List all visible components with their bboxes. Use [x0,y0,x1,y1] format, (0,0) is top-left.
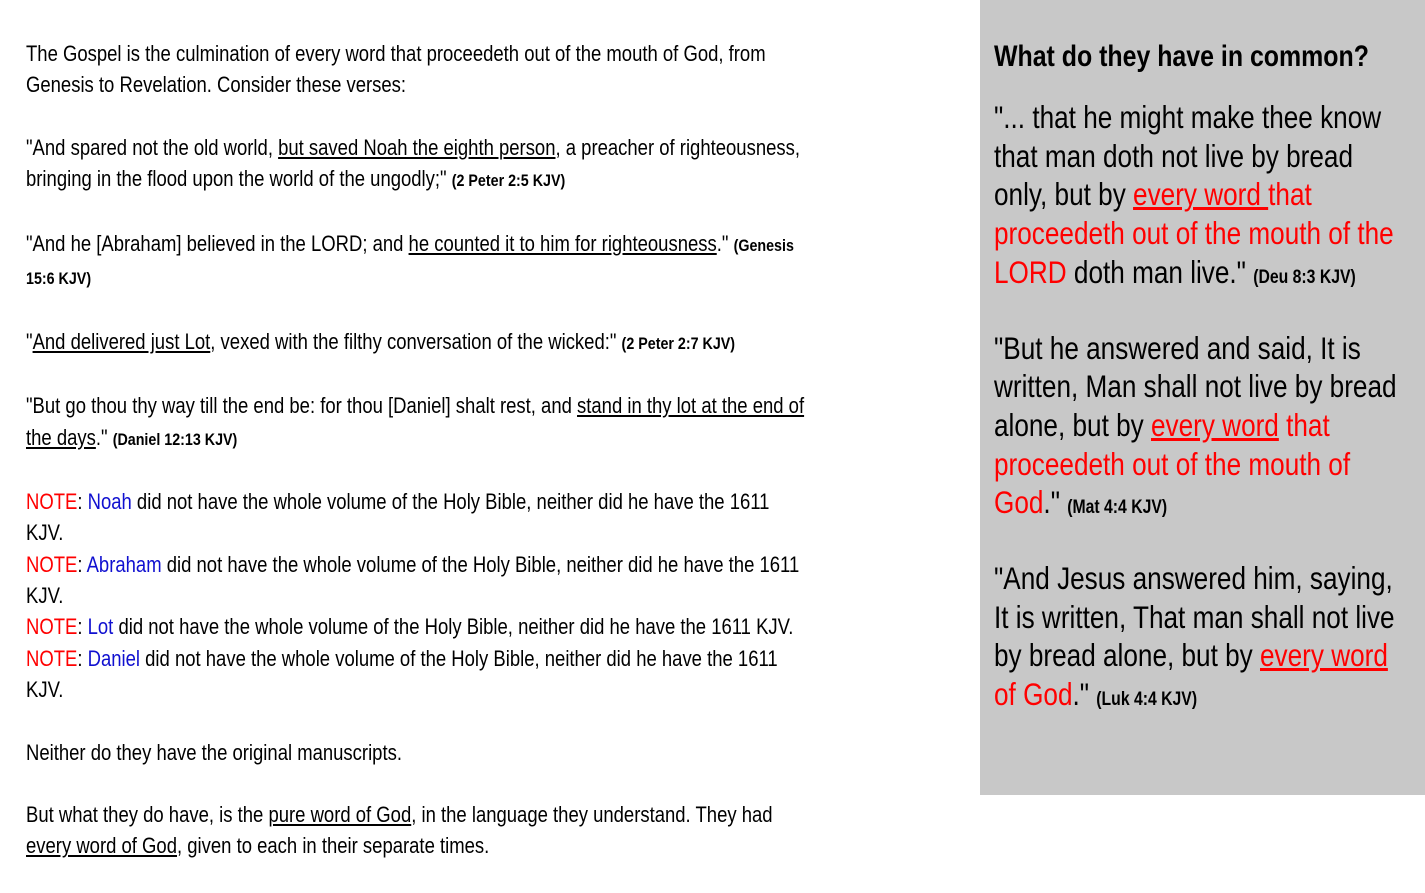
verse-genesis-15-6: "And he [Abraham] believed in the LORD; and he counted it to him for righteousness." (Genesis 15:6 KJV) [26,230,794,289]
verse-2peter-2-5: "And spared not the old world, but saved Noah the eighth person, a preacher of righteousness, bringing in the flood upon the world of the ungodly;" (2 Peter 2:5 KJV) [26,134,800,192]
verse-reference: (Genesis 15:6 KJV) [26,235,794,289]
red-underlined-phrase: every word [1133,176,1269,213]
note-line: NOTE: Noah did not have the whole volume of the Holy Bible, neither did he have the 1611 KJV. [26,489,770,546]
quote-deu-8-3: "... that he might make thee know that man doth not live by bread only, but by every word that proceedeth out of the mouth of the LORD doth man live." (Deu 8:3 KJV) [994,99,1394,290]
notes-block [26,486,811,705]
note-line: NOTE: Lot did not have the whole volume of the Holy Bible, neither did he have the 1611 KJV. [26,614,794,640]
note-name: Abraham [86,551,162,577]
underlined-phrase: but saved Noah the eighth person [278,134,556,160]
underlined-phrase: he counted it to him for righteousness [408,230,717,256]
note-label: NOTE [26,551,78,577]
verse-reference: (Mat 4:4 KJV) [1067,497,1168,519]
underlined-phrase: pure word of God [268,802,412,828]
main-content [26,38,811,893]
note-name: Noah [87,489,132,515]
note-label: NOTE [26,614,78,640]
verse-daniel-12-13: "But go thou thy way till the end be: for thou [Daniel] shalt rest, and stand in thy lot at the end of the days." (Daniel 12:13 KJV) [26,393,805,450]
note-line: NOTE: Abraham did not have the whole volume of the Holy Bible, neither did he have the 1611 KJV. [26,551,800,609]
verse-reference: (Deu 8:3 KJV) [1253,266,1356,288]
verse-reference: (2 Peter 2:7 KJV) [621,333,736,353]
note-name: Lot [87,614,114,640]
red-underlined-phrase: every word [1150,406,1279,443]
red-phrase: of God [994,676,1073,713]
closing-paragraph: But what they do have, is the pure word of God, in the language they understand. They had every word of God, given to each in their separate times. [26,802,773,859]
sidebar-content [994,38,1413,751]
underlined-phrase: And delivered just Lot [32,328,211,354]
manuscripts-paragraph: Neither do they have the original manuscripts. [26,739,402,765]
verse-reference: (Luk 4:4 KJV) [1096,689,1198,711]
underlined-phrase: every word of God [26,833,177,859]
red-phrase: that proceedeth out of the mouth of the LORD [994,176,1394,290]
underlined-phrase: stand in thy lot at the end of the days [26,393,805,450]
quote-mat-4-4: "But he answered and said, It is written, Man shall not live by bread alone, but by every word that proceedeth out of the mouth of God." (Mat 4:4 KJV) [994,329,1397,521]
note-name: Daniel [87,645,141,671]
verse-2peter-2-7: "And delivered just Lot, vexed with the filthy conversation of the wicked:" (2 Peter 2:7 KJV) [26,328,736,354]
note-label: NOTE [26,489,78,515]
red-underlined-phrase: every word [1260,637,1388,674]
verse-reference: (2 Peter 2:5 KJV) [451,171,566,191]
verse-reference: (Daniel 12:13 KJV) [112,429,238,449]
note-line: NOTE: Daniel did not have the whole volume of the Holy Bible, neither did he have the 1611 KJV. [26,645,778,702]
note-label: NOTE [26,645,78,671]
sidebar-title: What do they have in common? [994,40,1369,73]
red-phrase: that proceedeth out of the mouth of God [994,406,1351,521]
intro-paragraph: The Gospel is the culmination of every word that proceedeth out of the mouth of God, from Genesis to Revelation. Consider these verses: [26,41,766,98]
sidebar-panel [980,0,1425,795]
quote-luk-4-4: "And Jesus answered him, saying, It is written, That man shall not live by bread alone, but by every word of God." (Luk 4:4 KJV) [994,560,1395,713]
